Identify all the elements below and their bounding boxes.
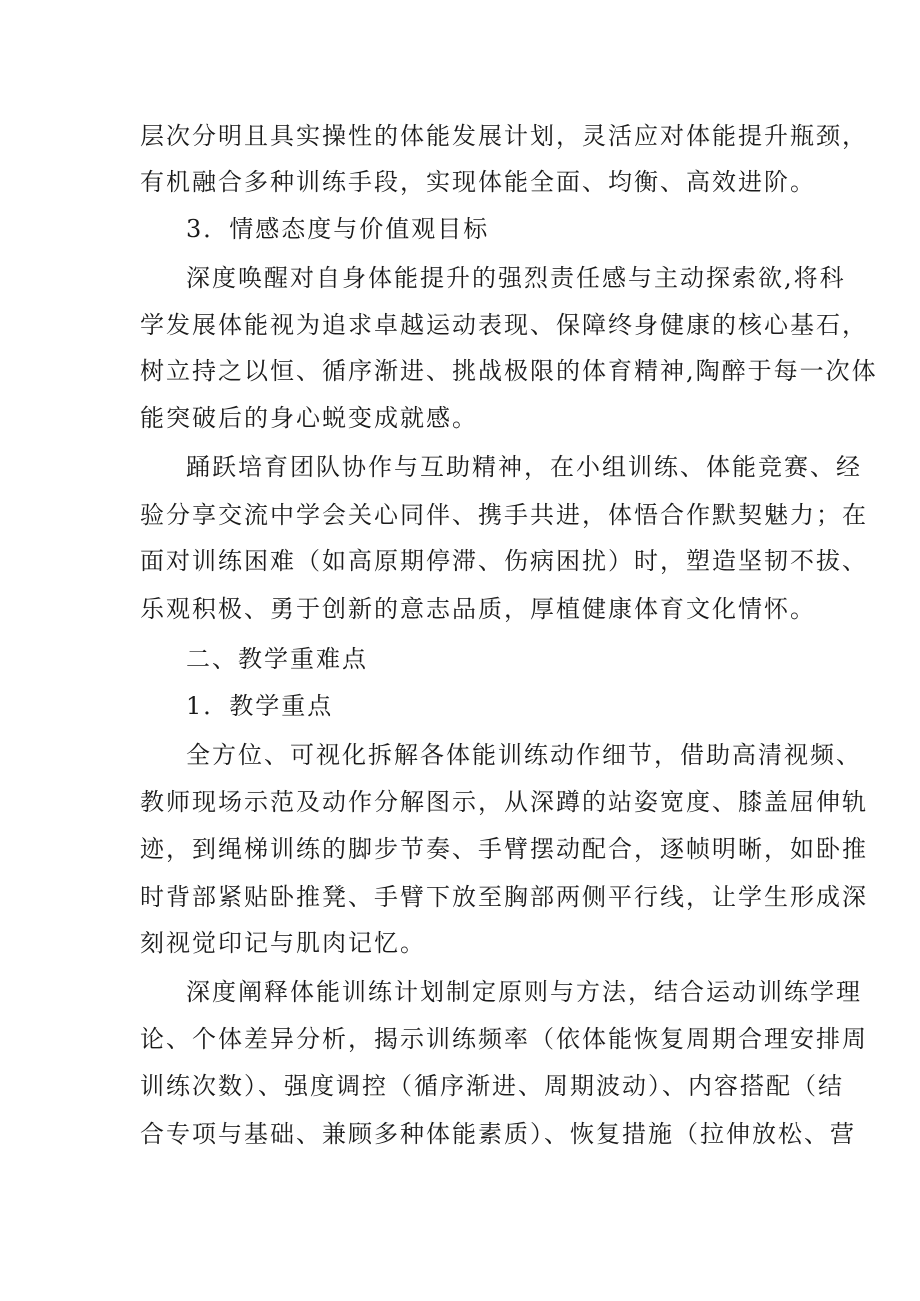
body-text-line: 迹，到绳梯训练的脚步节奏、手臂摆动配合，逐帧明晰，如卧推 <box>140 835 868 863</box>
body-text-line: 教师现场示范及动作分解图示，从深蹲的站姿宽度、膝盖屈伸轨 <box>140 788 868 816</box>
body-text-line: 时背部紧贴卧推凳、手臂下放至胸部两侧平行线，让学生形成深 <box>140 883 868 911</box>
body-text-line: 深度唤醒对自身体能提升的强烈责任感与主动探索欲,将科 <box>186 264 846 292</box>
body-text-line: 树立持之以恒、循序渐进、挑战极限的体育精神,陶醉于每一次体 <box>140 357 878 385</box>
body-text-line: 学发展体能视为追求卓越运动表现、保障终身健康的核心基石， <box>140 311 868 339</box>
section-heading: 二、教学重难点 <box>186 645 368 673</box>
body-text-line: 有机融合多种训练手段，实现体能全面、均衡、高效进阶。 <box>140 168 816 196</box>
body-text-line: 乐观积极、勇于创新的意志品质，厚植健康体育文化情怀。 <box>140 595 816 623</box>
section-heading: 3．情感态度与价值观目标 <box>186 215 490 243</box>
body-text-line: 论、个体差异分析，揭示训练频率（依体能恢复周期合理安排周 <box>140 1025 868 1053</box>
body-text-line: 验分享交流中学会关心同伴、携手共进，体悟合作默契魅力；在 <box>140 501 868 529</box>
body-text-line: 全方位、可视化拆解各体能训练动作细节，借助高清视频、 <box>186 741 862 769</box>
body-text-line: 能突破后的身心蜕变成就感。 <box>140 404 478 432</box>
body-text-line: 合专项与基础、兼顾多种体能素质）、恢复措施（拉伸放松、营 <box>140 1120 856 1148</box>
body-text-line: 刻视觉印记与肌肉记忆。 <box>140 929 426 957</box>
body-text-line: 训练次数）、强度调控（循序渐进、周期波动）、内容搭配（结 <box>140 1072 844 1100</box>
subsection-heading: 1．教学重点 <box>186 692 334 720</box>
body-text-line: 踊跃培育团队协作与互助精神，在小组训练、体能竞赛、经 <box>186 453 862 481</box>
body-text-line: 面对训练困难（如高原期停滞、伤病困扰）时，塑造坚韧不拔、 <box>140 547 868 575</box>
body-text-line: 层次分明且具实操性的体能发展计划，灵活应对体能提升瓶颈， <box>140 122 868 150</box>
body-text-line: 深度阐释体能训练计划制定原则与方法，结合运动训练学理 <box>186 978 862 1006</box>
